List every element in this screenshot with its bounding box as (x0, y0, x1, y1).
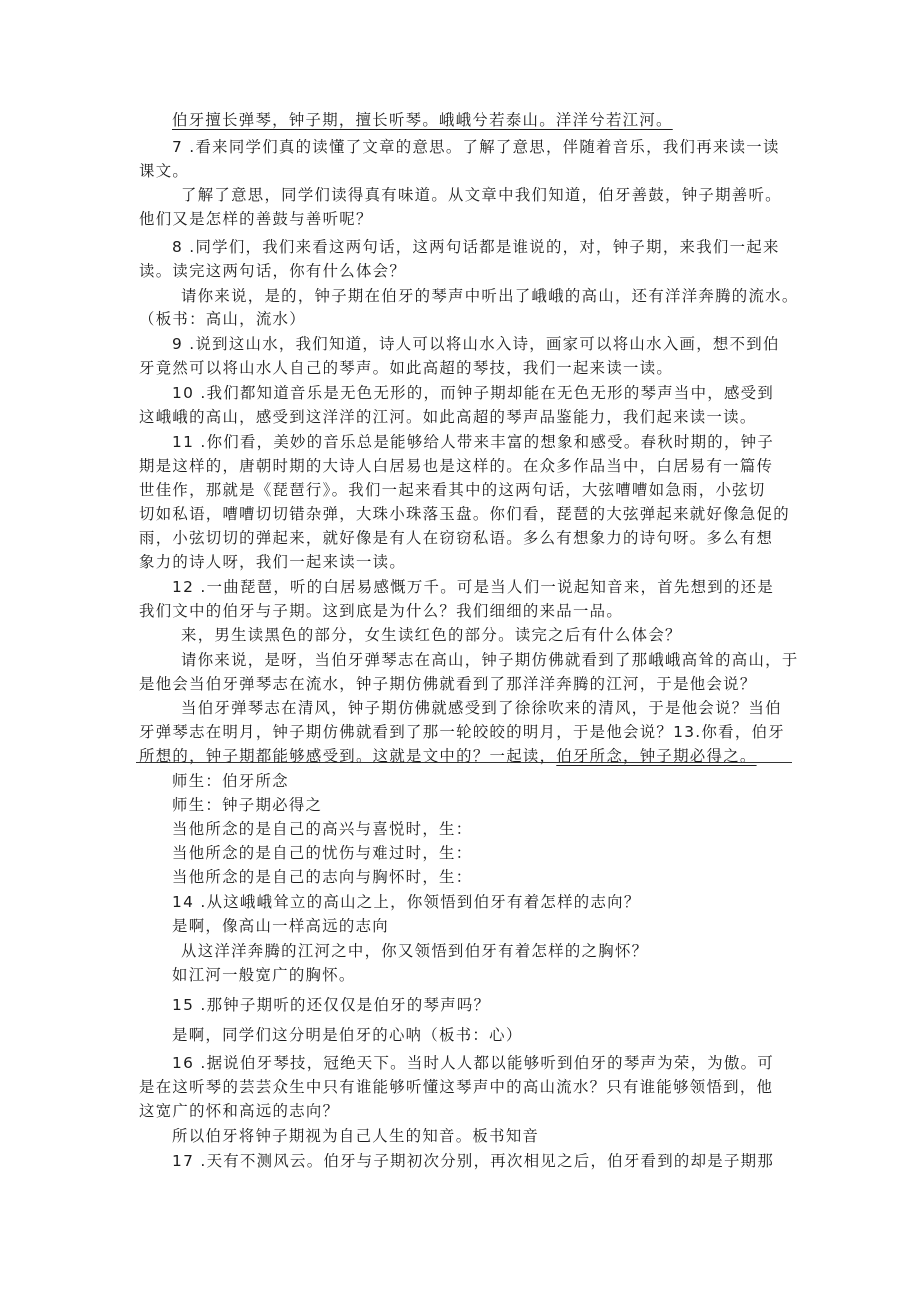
text-line: 12 .一曲琵琶，听的白居易感慨万千。可是当人们一说起知音来，首先想到的还是 (172, 578, 775, 596)
text-line: 当伯牙弹琴志在清风，钟子期仿佛就感受到了徐徐吹来的清风，于是他会说？当伯 (181, 699, 782, 717)
text-line: 切如私语，嘈嘈切切错杂弹，大珠小珠落玉盘。你们看，琵琶的大弦弹起来就好像急促的 (139, 505, 790, 523)
text-line: 是在这听琴的芸芸众生中只有谁能够听懂这琴声中的高山流水？只有谁能够领悟到，他 (139, 1078, 774, 1096)
text-line: 当他所念的是自己的志向与胸怀时，生： (172, 868, 473, 886)
text-line: 9 .说到这山水，我们知道，诗人可以将山水入诗，画家可以将山水入画，想不到伯 (172, 335, 780, 353)
text-line: 期是这样的，唐朝时期的大诗人白居易也是这样的。在众多作品当中，白居易有一篇传 (139, 457, 774, 475)
text-line: 牙弹琴志在明月，钟子期仿佛就看到了那一轮皎皎的明月，于是他会说？13.你看，伯牙 (139, 723, 785, 741)
text-line: 请你来说，是呀，当伯牙弹琴志在高山，钟子期仿佛就看到了那峨峨高耸的高山，于 (181, 651, 799, 669)
text-line: 伯牙擅长弹琴，钟子期，擅长听琴。峨峨兮若泰山。洋洋兮若江河。 (172, 111, 673, 129)
text-line: 如江河一般宽广的胸怀。 (172, 966, 356, 984)
text-line: 7 .看来同学们真的读懂了文章的意思。了解了意思，伴随着音乐，我们再来读一读 (172, 138, 780, 156)
text-line: 课文。 (139, 162, 190, 180)
text-line: 象力的诗人呀，我们一起来读一读。 (139, 553, 407, 571)
text-line: 这峨峨的高山，感受到这洋洋的江河。如此高超的琴声品鉴能力，我们起来读一读。 (139, 408, 757, 426)
text-line: 11 .你们看，美妙的音乐总是能够给人带来丰富的想象和感受。春秋时期的，钟子 (172, 433, 775, 451)
text-line: 师生：钟子期必得之 (172, 796, 323, 814)
text-line: 这宽广的怀和高远的志向？ (139, 1102, 340, 1120)
text-line: 当他所念的是自己的忧伤与难过时，生： (172, 844, 473, 862)
text-line: 10 .我们都知道音乐是无色无形的，而钟子期却能在无色无形的琴声当中，感受到 (172, 384, 775, 402)
text-line: 16 .据说伯牙琴技，冠绝天下。当时人人都以能够听到伯牙的琴声为荣，为傲。可 (172, 1054, 775, 1072)
text-line: （板书：高山，流水） (139, 310, 306, 328)
text-line: 17 .天有不测风云。伯牙与子期初次分别，再次相见之后，伯牙看到的却是子期那 (172, 1152, 775, 1170)
text-line: 我们文中的伯牙与子期。这到底是为什么？我们细细的来品一品。 (139, 602, 624, 620)
text-line: 他们又是怎样的善鼓与善听呢？ (139, 210, 373, 228)
horizontal-rule (136, 762, 792, 763)
text-line (139, 745, 757, 767)
text-line: 14 .从这峨峨耸立的高山之上，你领悟到伯牙有着怎样的志向？ (172, 893, 641, 911)
text-line: 世佳作，那就是《琵琶行》。我们一起来看其中的这两句话，大弦嘈嘈如急雨，小弦切 (139, 481, 766, 499)
text-line: 读。读完这两句话，你有什么体会？ (139, 262, 407, 280)
text-line: 当他所念的是自己的高兴与喜悦时，生： (172, 820, 473, 838)
text-line: 雨，小弦切切的弹起来，就好像是有人在窃窃私语。多么有想象力的诗句呀。多么有想 (139, 529, 774, 547)
text-line: 15 .那钟子期听的还仅仅是伯牙的琴声吗？ (172, 996, 491, 1014)
underlined-quote: 伯牙所念，钟子期必得之。 (556, 747, 757, 765)
text-line: 是啊，同学们这分明是伯牙的心呐（板书：心） (172, 1026, 523, 1044)
text-line: 8 .同学们，我们来看这两句话，这两句话都是谁说的，对，钟子期，来我们一起来 (172, 238, 780, 256)
text-segment: 所想的，钟子期都能够感受到。这就是文中的？一起读， (139, 747, 557, 765)
text-line: 牙竟然可以将山水人自己的琴声。如此高超的琴技，我们一起来读一读。 (139, 359, 674, 377)
text-line: 师生：伯牙所念 (172, 772, 289, 790)
text-line: 了解了意思，同学们读得真有味道。从文章中我们知道，伯牙善鼓，钟子期善听。 (181, 186, 782, 204)
text-line: 请你来说，是的，钟子期在伯牙的琴声中听出了峨峨的高山，还有洋洋奔腾的流水。 (181, 287, 799, 305)
text-line: 是他会当伯牙弹琴志在流水，钟子期仿佛就看到了那洋洋奔腾的江河，于是他会说？ (139, 675, 757, 693)
text-line: 所以伯牙将钟子期视为自己人生的知音。板书知音 (172, 1127, 540, 1145)
text-line: 从这洋洋奔腾的江河之中，你又领悟到伯牙有着怎样的之胸怀？ (181, 942, 649, 960)
text-line: 是啊，像高山一样高远的志向 (172, 917, 389, 935)
text-line: 来，男生读黑色的部分，女生读红色的部分。读完之后有什么体会？ (181, 626, 682, 644)
